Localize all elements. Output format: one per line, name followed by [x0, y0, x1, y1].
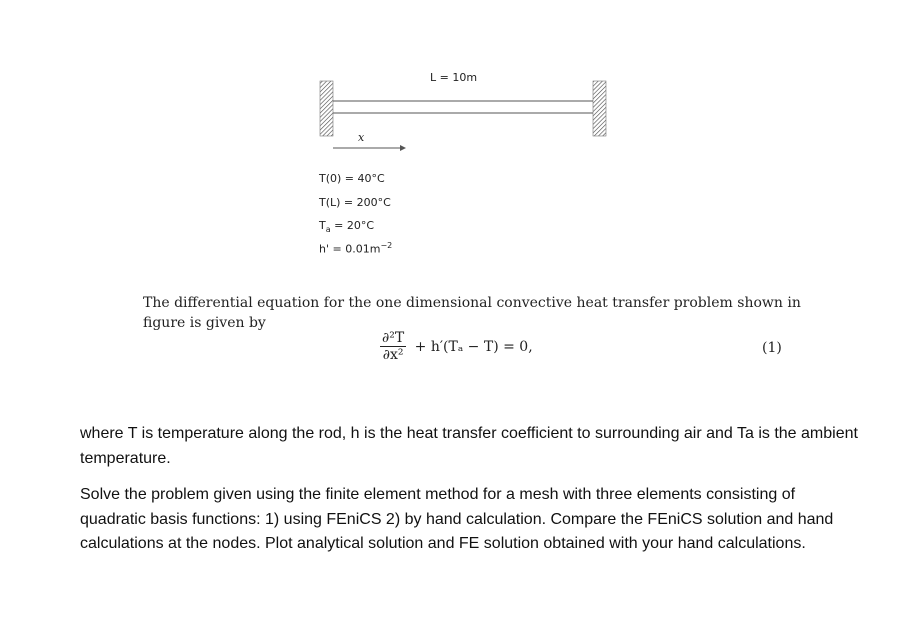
- equation-numerator: ∂²T: [382, 330, 405, 346]
- paragraph-task: Solve the problem given using the finite element method for a mesh with three elements consisting of quadratic basis functions: 1) using FEniCS 2) by hand calculation. Compare the FEniCS solution and hand calculations at the nodes. Plot analytical solution and FE solution obtained with your hand calculations.: [80, 486, 834, 552]
- condition-ta: $T_a = 20^\circ C$: [319, 219, 375, 235]
- x-arrowhead: [400, 145, 406, 151]
- left-wall: [320, 81, 333, 136]
- condition-tl: T(L) = 200°C: [319, 196, 391, 209]
- condition-rhs: 200°C: [356, 196, 391, 209]
- x-label: x: [358, 131, 365, 144]
- rod-figure: [0, 0, 922, 280]
- right-wall: [593, 81, 606, 136]
- condition-t0: T(0) = 40°C: [319, 172, 385, 185]
- equation-number: (1): [762, 340, 782, 356]
- equation-fraction: [380, 330, 406, 363]
- equation: [380, 330, 533, 363]
- equation-rest: + h′(Tₐ − T) = 0,: [414, 338, 533, 355]
- equation-denominator: ∂x²: [382, 347, 404, 363]
- condition-sup: −2: [380, 241, 393, 250]
- condition-rhs: 40°C: [357, 172, 385, 185]
- length-label: L = 10m: [430, 71, 478, 84]
- condition-rhs: 0.01m: [345, 242, 381, 256]
- condition-lhs: T(L): [319, 196, 341, 209]
- condition-lhs: h': [319, 242, 329, 256]
- paragraph-definitions: where T is temperature along the rod, h is the heat transfer coefficient to surrounding air and Ta is the ambient temperature.: [80, 425, 858, 467]
- intro-text: The differential equation for the one dimensional convective heat transfer problem shown in figure is given by: [143, 295, 801, 331]
- condition-h: $h' = 0.01m^{-2}$: [319, 241, 393, 256]
- condition-lhs: T(0): [319, 172, 342, 185]
- condition-rhs: 20°C: [346, 219, 375, 232]
- condition-sub: a: [325, 225, 331, 235]
- condition-lhs: T: [319, 219, 326, 232]
